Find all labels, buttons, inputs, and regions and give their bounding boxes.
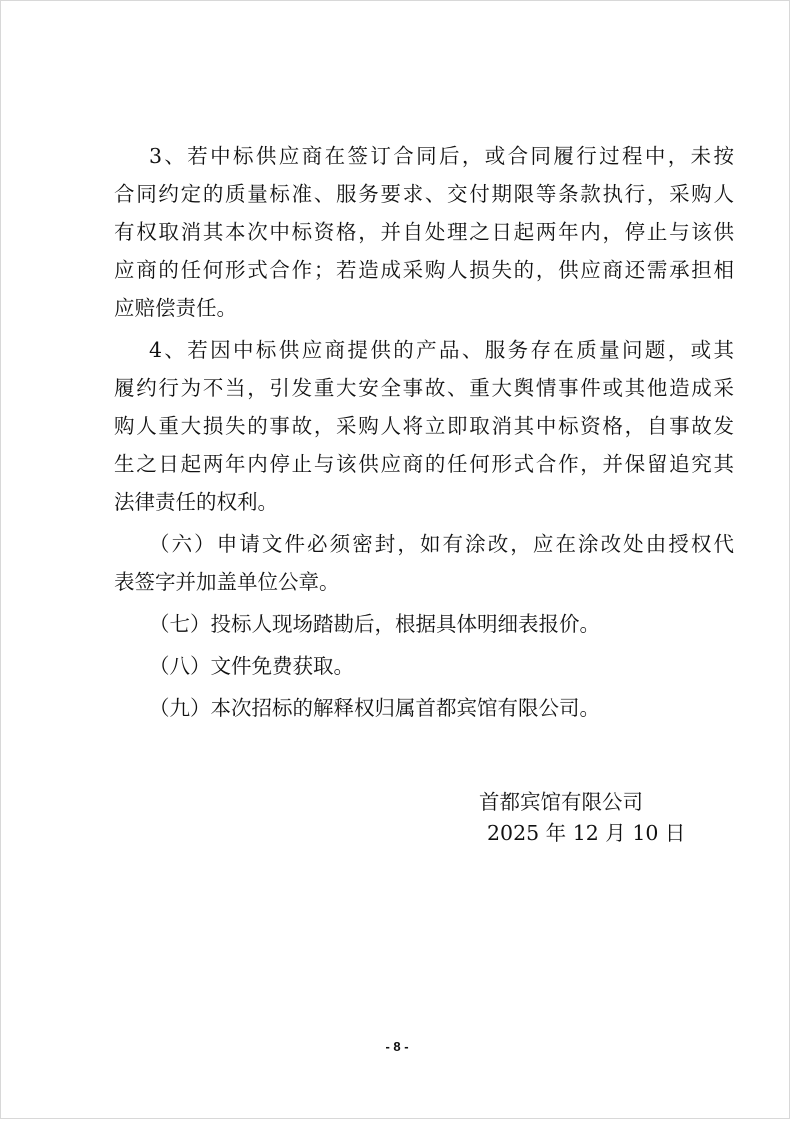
- item-6-line-2: 表签字并加盖单位公章。: [114, 570, 340, 594]
- item-8-paragraph: [114, 647, 734, 685]
- clause-4-line-5: 法律责任的权利。: [114, 490, 278, 514]
- item-7-paragraph: [114, 605, 734, 643]
- document-body: [114, 137, 734, 731]
- clause-4-line-3: 购人重大损失的事故，采购人将立即取消其中标资格，自事故发: [114, 414, 734, 438]
- item-9-paragraph: [114, 689, 734, 727]
- item-6-line-1: （六）申请文件必须密封，如有涂改，应在涂改处由授权代: [149, 532, 734, 556]
- clause-4-line-4: 生之日起两年内停止与该供应商的任何形式合作，并保留追究其: [114, 452, 734, 476]
- clause-3-line-1: 3、若中标供应商在签订合同后，或合同履行过程中，未按: [149, 144, 734, 168]
- signature-organization: 首都宾馆有限公司: [479, 790, 643, 814]
- clause-4-line-1: 4、若因中标供应商提供的产品、服务存在质量问题，或其: [149, 338, 734, 362]
- clause-3-line-3: 有权取消其本次中标资格，并自处理之日起两年内，停止与该供: [114, 220, 734, 244]
- clause-4-paragraph: [114, 331, 734, 521]
- item-9-line-1: （九）本次招标的解释权归属首都宾馆有限公司。: [149, 696, 600, 720]
- clause-3-line-2: 合同约定的质量标准、服务要求、交付期限等条款执行，采购人: [114, 182, 734, 206]
- clause-3-line-4: 应商的任何形式合作；若造成采购人损失的，供应商还需承担相: [114, 258, 734, 282]
- clause-3-line-5: 应赔偿责任。: [114, 296, 237, 320]
- item-8-line-1: （八）文件免费获取。: [149, 654, 354, 678]
- item-6-paragraph: [114, 525, 734, 601]
- item-7-line-1: （七）投标人现场踏勘后，根据具体明细表报价。: [149, 612, 600, 636]
- signature-date: 2025 年 12 月 10 日: [487, 821, 686, 845]
- clause-3-paragraph: [114, 137, 734, 327]
- page-number: - 8 -: [385, 1039, 409, 1054]
- clause-4-line-2: 履约行为不当，引发重大安全事故、重大舆情事件或其他造成采: [114, 376, 734, 400]
- signature-block: [479, 787, 685, 848]
